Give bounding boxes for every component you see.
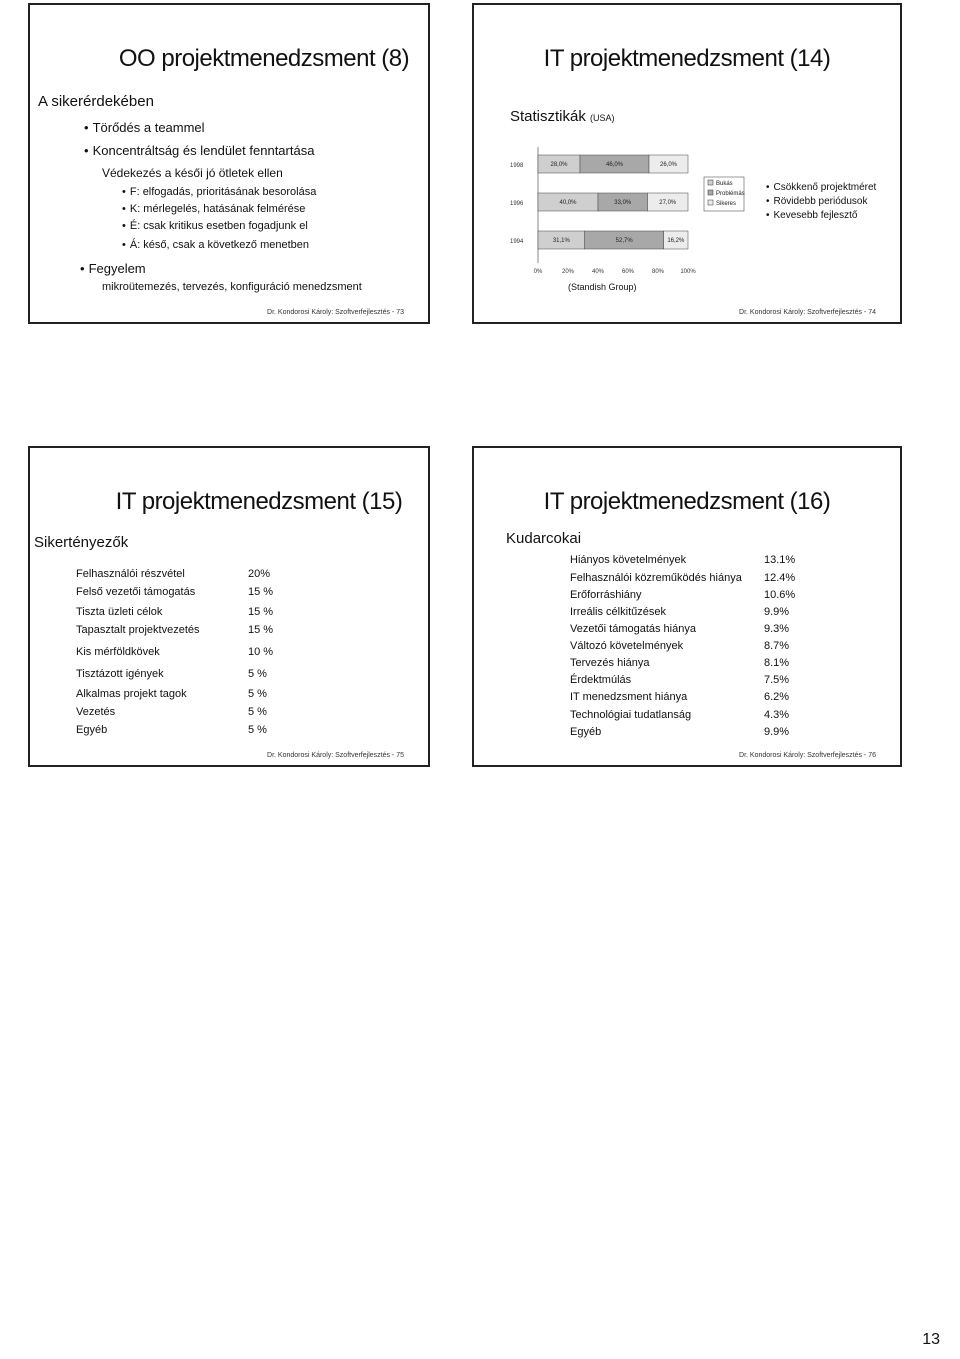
row-value: 10.6% <box>764 589 796 601</box>
row-value: 5 % <box>248 724 267 736</box>
bullet-item: • Koncentráltság és lendület fenntartása <box>84 143 314 158</box>
row-value: 13.1% <box>764 554 796 566</box>
row-label: Hiányos követelmények <box>570 554 687 566</box>
row-value: 15 % <box>248 624 274 636</box>
row-value: 5 % <box>248 668 267 680</box>
data-label: 33,0% <box>614 200 632 206</box>
x-tick-label: 80% <box>651 269 665 275</box>
row-label: Irreális célkitűzések <box>570 606 666 618</box>
row-label: Érdektmúlás <box>570 674 632 686</box>
row-label: Technológiai tudatlanság <box>570 709 692 721</box>
data-label: 46,0% <box>605 162 624 168</box>
row-value: 20% <box>248 568 271 580</box>
row-value: 15 % <box>248 586 274 598</box>
bullet-list <box>766 181 876 223</box>
row-label: Alkalmas projekt tagok <box>76 688 187 700</box>
row-value: 5 % <box>248 706 267 718</box>
slide-heading: Statisztikák (USA) <box>510 108 615 125</box>
stacked-bar-chart <box>508 145 768 285</box>
row-label: Kis mérföldkövek <box>76 646 160 658</box>
slide-75 <box>28 446 430 767</box>
row-value: 4.3% <box>764 709 790 721</box>
slide-title: OO projektmenedzsment (8) <box>118 45 410 72</box>
slide-73 <box>28 3 430 324</box>
row-value: 10 % <box>248 646 274 658</box>
row-label: Tervezés hiánya <box>570 657 650 669</box>
row-label: Felhasználói közreműködés hiánya <box>570 572 742 584</box>
slide-76 <box>472 446 902 767</box>
sub-bullet: • F: elfogadás, prioritásának besorolása <box>122 186 316 198</box>
bullet-subtext: mikroütemezés, tervezés, konfiguráció menedzsment <box>102 281 362 293</box>
row-label: Felső vezetői támogatás <box>76 586 196 598</box>
row-label: Tiszta üzleti célok <box>76 606 163 618</box>
heading-small: (USA) <box>590 113 615 123</box>
row-value: 8.7% <box>764 640 790 652</box>
row-label: Erőforráshiány <box>570 589 642 601</box>
legend-swatch <box>708 200 713 205</box>
slide-heading: A sikerérdekében <box>38 93 154 110</box>
data-label: 52,7% <box>615 238 633 244</box>
bullet-item: • Törődés a teammel <box>84 120 205 135</box>
row-label: Tisztázott igények <box>76 668 164 680</box>
row-value: 5 % <box>248 688 267 700</box>
bullet-item: • Csökkenő projektméret <box>766 181 876 195</box>
data-label: 27,0% <box>659 200 677 206</box>
row-label: Egyéb <box>76 724 108 736</box>
legend-label: Problémás <box>716 191 745 197</box>
row-value: 6.2% <box>764 691 790 703</box>
bullet-item: • Rövidebb periódusok <box>766 195 876 209</box>
sub-bullet: • K: mérlegelés, hatásának felmérése <box>122 203 305 215</box>
sub-bullet: • É: csak kritikus esetben fogadjunk el <box>122 220 308 232</box>
data-label: 40,0% <box>559 200 577 206</box>
bullet-item: • Kevesebb fejlesztő <box>766 209 876 223</box>
y-tick-label: 1994 <box>510 239 524 245</box>
data-label: 28,0% <box>550 162 568 168</box>
row-label: Vezetői támogatás hiánya <box>570 623 696 635</box>
page-number: 13 <box>922 1331 940 1348</box>
slide-heading: Kudarcokai <box>506 530 582 547</box>
data-label: 31,1% <box>552 238 570 244</box>
x-tick-label: 0% <box>533 269 543 275</box>
row-label: Tapasztalt projektvezetés <box>76 624 200 636</box>
x-tick-label: 60% <box>621 269 635 275</box>
slide-74 <box>472 3 902 324</box>
row-value: 8.1% <box>764 657 790 669</box>
row-value: 7.5% <box>764 674 790 686</box>
row-value: 9.9% <box>764 726 790 738</box>
legend-label: Sikeres <box>716 201 737 207</box>
slide-title: IT projektmenedzsment (14) <box>543 45 831 72</box>
data-label: 26,0% <box>659 162 678 168</box>
chart-source: (Standish Group) <box>568 282 637 292</box>
slide-footer: Dr. Kondorosi Károly: Szoftverfejlesztés - 75 <box>267 752 404 759</box>
row-value: 9.9% <box>764 606 790 618</box>
legend-swatch <box>708 180 713 185</box>
row-label: Vezetés <box>76 706 116 718</box>
row-label: IT menedzsment hiánya <box>570 691 688 703</box>
x-tick-label: 20% <box>561 269 575 275</box>
slide-footer: Dr. Kondorosi Károly: Szoftverfejlesztés - 73 <box>267 309 404 316</box>
x-tick-label: 40% <box>591 269 605 275</box>
y-tick-label: 1998 <box>510 163 524 169</box>
sub-bullet: • Á: késő, csak a következő menetben <box>122 239 309 251</box>
legend-swatch <box>708 190 713 195</box>
slide-footer: Dr. Kondorosi Károly: Szoftverfejlesztés - 74 <box>739 309 876 316</box>
x-tick-label: 100% <box>680 269 696 275</box>
slide-footer: Dr. Kondorosi Károly: Szoftverfejlesztés - 76 <box>739 752 876 759</box>
slide-title: IT projektmenedzsment (16) <box>543 488 831 515</box>
slide-title: IT projektmenedzsment (15) <box>115 488 403 515</box>
row-label: Változó követelmények <box>570 640 684 652</box>
slide-heading: Sikertényezők <box>34 534 129 551</box>
row-label: Felhasználói részvétel <box>76 568 185 580</box>
row-value: 9.3% <box>764 623 790 635</box>
sub-heading: Védekezés a késői jó ötletek ellen <box>102 166 283 180</box>
row-label: Egyéb <box>570 726 602 738</box>
y-tick-label: 1996 <box>510 201 524 207</box>
data-label: 16,2% <box>667 238 685 244</box>
legend-label: Bukás <box>716 181 733 187</box>
bullet-item: • Fegyelem <box>80 261 146 276</box>
row-value: 15 % <box>248 606 274 618</box>
row-value: 12.4% <box>764 572 796 584</box>
